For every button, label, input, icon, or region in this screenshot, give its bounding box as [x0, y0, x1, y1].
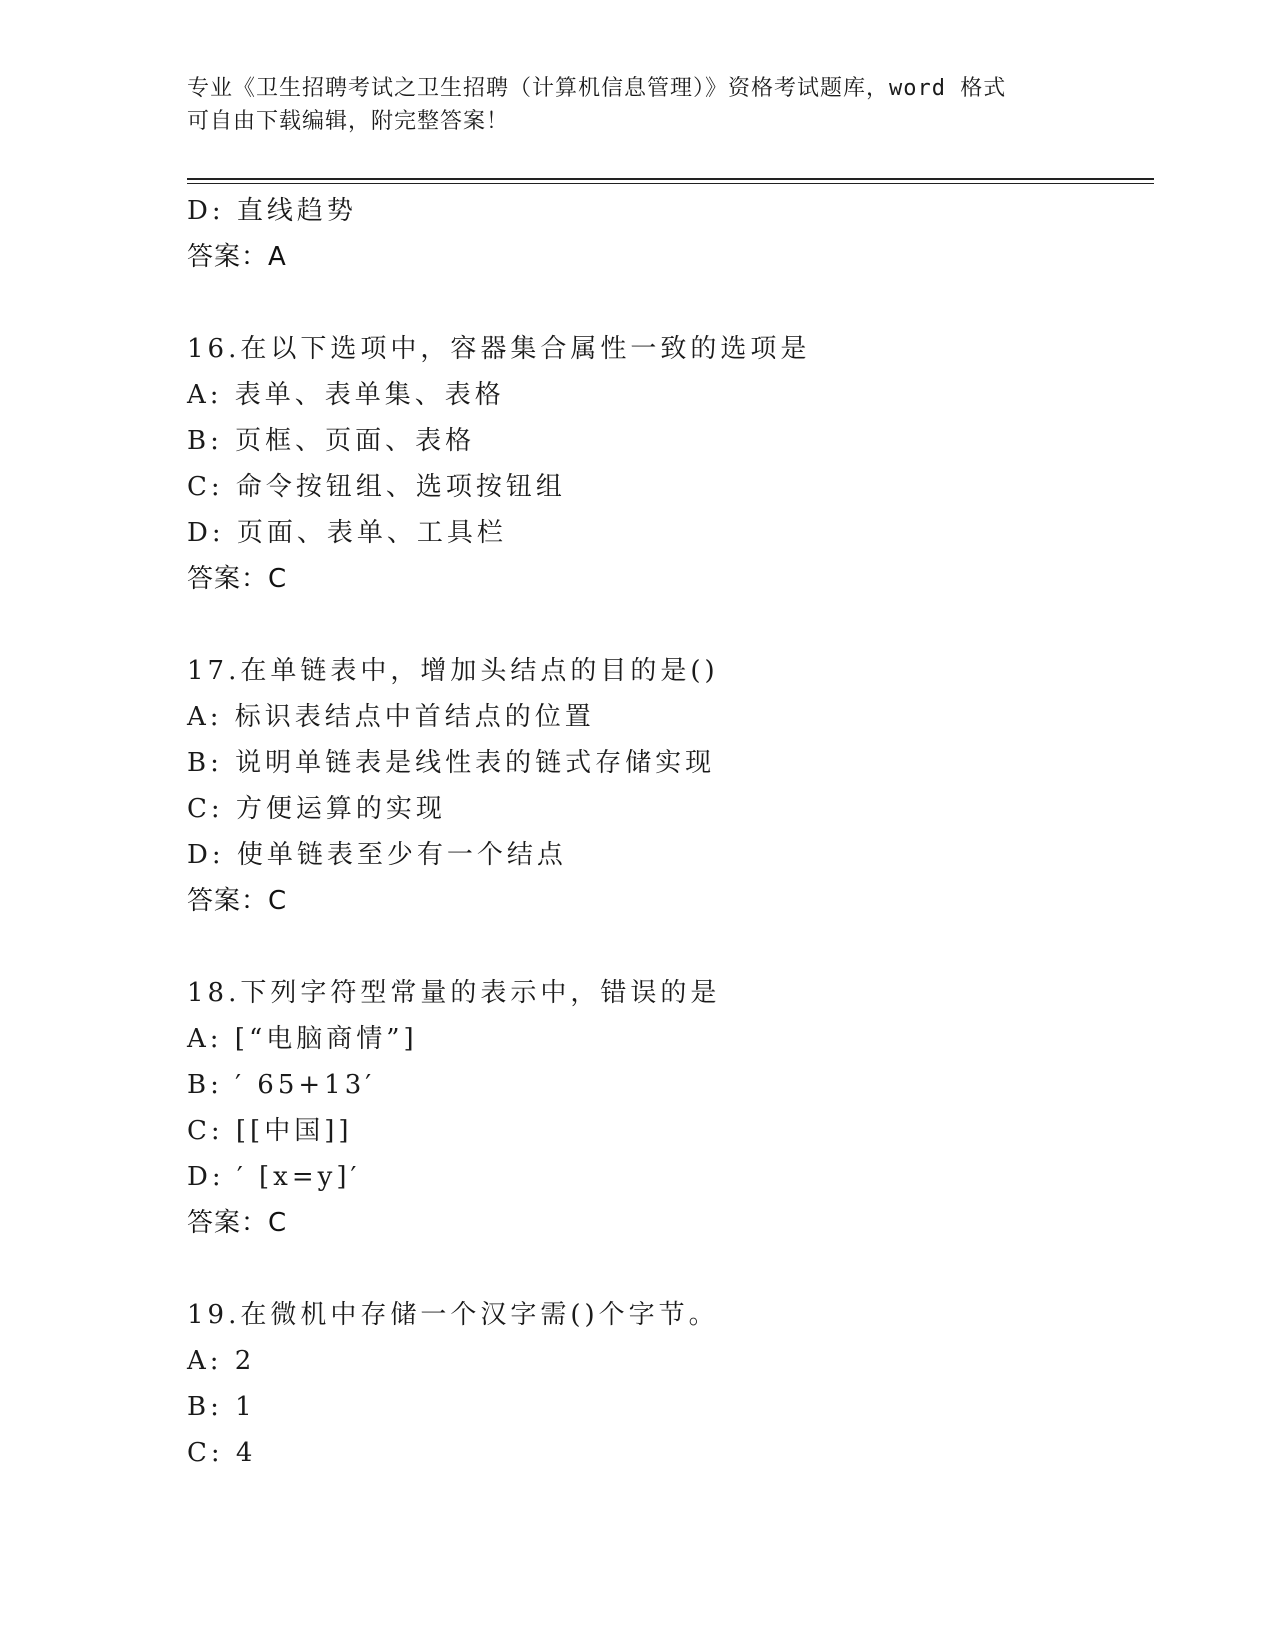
question-18 [187, 970, 1147, 1246]
question-stem: 18.下列字符型常量的表示中，错误的是 [187, 978, 721, 1008]
header-line-2: 可自由下载编辑，附完整答案！ [187, 109, 510, 134]
header-divider-thin [187, 183, 1154, 184]
answer-line: 答案：C [187, 564, 288, 594]
answer-line: 答案：C [187, 1208, 288, 1238]
question-19 [187, 1292, 1147, 1476]
question-17 [187, 648, 1147, 924]
answer-line: 答案：C [187, 886, 288, 916]
answer-line: 答案：A [187, 242, 287, 272]
option-b: B: 1 [187, 1392, 256, 1422]
option-a: A: [“电脑商情”] [187, 1024, 418, 1054]
option-d: D: ′ [x=y]′ [187, 1162, 361, 1192]
document-header [187, 72, 1087, 138]
option-d: D: 使单链表至少有一个结点 [187, 840, 567, 870]
option-a: A: 2 [187, 1346, 256, 1376]
option-a: A: 表单、表单集、表格 [187, 380, 505, 410]
option-d: D: 页面、表单、工具栏 [187, 518, 507, 548]
header-line-1: 专业《卫生招聘考试之卫生招聘（计算机信息管理）》资格考试题库，word 格式 [187, 76, 1007, 101]
option-d: D: 直线趋势 [187, 196, 357, 226]
question-stem: 17.在单链表中，增加头结点的目的是() [187, 656, 719, 686]
question-list [187, 188, 1147, 1476]
option-a: A: 标识表结点中首结点的位置 [187, 702, 595, 732]
option-b: B: 说明单链表是线性表的链式存储实现 [187, 748, 716, 778]
option-c: C: 方便运算的实现 [187, 794, 446, 824]
option-c: C: 命令按钮组、选项按钮组 [187, 472, 566, 502]
option-c: C: [[中国]] [187, 1116, 353, 1146]
question-stem: 19.在微机中存储一个汉字需()个字节。 [187, 1300, 719, 1330]
option-b: B: ′ 65+13′ [187, 1070, 376, 1100]
option-b: B: 页框、页面、表格 [187, 426, 476, 456]
question-stem: 16.在以下选项中，容器集合属性一致的选项是 [187, 334, 811, 364]
header-divider-thick [187, 178, 1154, 180]
question-16 [187, 326, 1147, 602]
option-c: C: 4 [187, 1438, 257, 1468]
